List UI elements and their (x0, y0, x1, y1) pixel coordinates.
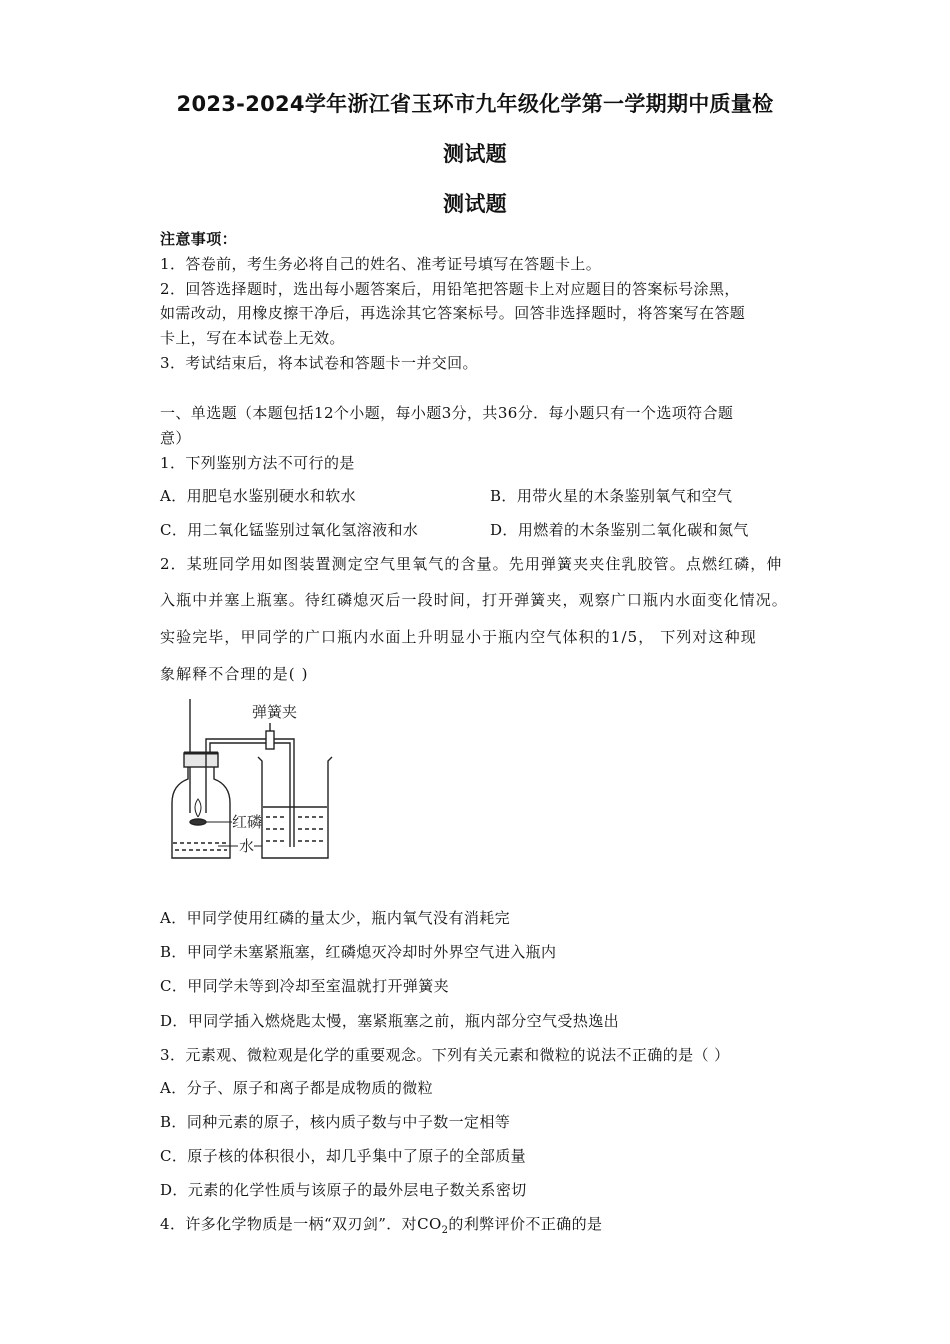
stopper (184, 753, 218, 767)
page-title-line-2: 测试题 (443, 142, 507, 166)
q2-option-b: B．甲同学未塞紧瓶塞，红磷熄灭冷却时外界空气进入瓶内 (160, 943, 557, 961)
notice-line-2: 2．回答选择题时，选出每小题答案后，用铅笔把答题卡上对应题目的答案标号涂黑， (160, 280, 740, 298)
q1-option-c: C．用二氧化锰鉴别过氧化氢溶液和水 (160, 521, 419, 539)
spring-clamp-icon (266, 731, 274, 749)
notice-line-1: 1．答卷前，考生务必将自己的姓名、准考证号填写在答题卡上。 (160, 255, 602, 273)
q2-stem-line-2: 入瓶中并塞上瓶塞。待红磷熄灭后一段时间，打开弹簧夹，观察广口瓶内水面变化情况。 (160, 591, 788, 609)
q3-option-d: D．元素的化学性质与该原子的最外层电子数关系密切 (160, 1181, 527, 1199)
section-header-line-2: 意） (160, 429, 191, 447)
q4-stem (160, 1213, 602, 1236)
q3-option-c: C．原子核的体积很小，却几乎集中了原子的全部质量 (160, 1147, 527, 1165)
q2-option-d: D．甲同学插入燃烧匙太慢，塞紧瓶塞之前，瓶内部分空气受热逸出 (160, 1012, 620, 1030)
notice-line-5: 3．考试结束后，将本试卷和答题卡一并交回。 (160, 354, 478, 372)
section-header-line-1: 一、单选题（本题包括12个小题，每小题3分，共36分．每小题只有一个选项符合题 (160, 404, 734, 422)
page-title-line-1: 2023-2024学年浙江省玉环市九年级化学第一学期期中质量检 (176, 92, 774, 116)
q2-option-a: A．甲同学使用红磷的量太少，瓶内氧气没有消耗完 (160, 909, 511, 927)
q2-stem-line-1: 2．某班同学用如图装置测定空气里氧气的含量。先用弹簧夹夹住乳胶管。点燃红磷，伸 (160, 555, 783, 573)
wide-mouth-bottle (172, 767, 230, 858)
q3-option-b: B．同种元素的原子，核内质子数与中子数一定相等 (160, 1113, 511, 1131)
label-water: 水 (239, 837, 255, 855)
label-spring-clamp: 弹簧夹 (252, 703, 298, 721)
q1-option-b: B．用带火星的木条鉴别氧气和空气 (490, 487, 733, 505)
q1-stem: 1．下列鉴别方法不可行的是 (160, 454, 355, 472)
q3-stem: 3．元素观、微粒观是化学的重要观念。下列有关元素和微粒的说法不正确的是（ ） (160, 1046, 730, 1064)
q4-stem-before: 4．许多化学物质是一柄“双刃剑”．对CO (160, 1215, 442, 1233)
notice-line-4: 卡上，写在本试卷上无效。 (160, 329, 345, 347)
q3-option-a: A．分子、原子和离子都是成物质的微粒 (160, 1079, 434, 1097)
q1-option-d: D．用燃着的木条鉴别二氧化碳和氮气 (490, 521, 749, 539)
notice-heading: 注意事项： (160, 230, 238, 248)
q4-stem-after: 的利弊评价不正确的是 (448, 1215, 603, 1233)
oxygen-experiment-apparatus-figure (158, 695, 358, 867)
flame-icon (195, 799, 201, 817)
q2-stem-line-4: 象解释不合理的是( ) (160, 665, 309, 683)
q2-option-c: C．甲同学未等到冷却至室温就打开弹簧夹 (160, 977, 450, 995)
notice-line-3: 如需改动，用橡皮擦干净后，再选涂其它答案标号。回答非选择题时，将答案写在答题 (160, 304, 746, 322)
q4-subscript: 2 (441, 1225, 449, 1236)
phosphorus-spoon (190, 819, 206, 825)
page-title-line-3: 测试题 (443, 192, 507, 216)
label-red-phosphorus: 红磷 (232, 813, 263, 831)
q2-stem-line-3: 实验完毕，甲同学的广口瓶内水面上升明显小于瓶内空气体积的1/5， 下列对这种现 (160, 628, 757, 646)
q1-option-a: A．用肥皂水鉴别硬水和软水 (160, 487, 357, 505)
